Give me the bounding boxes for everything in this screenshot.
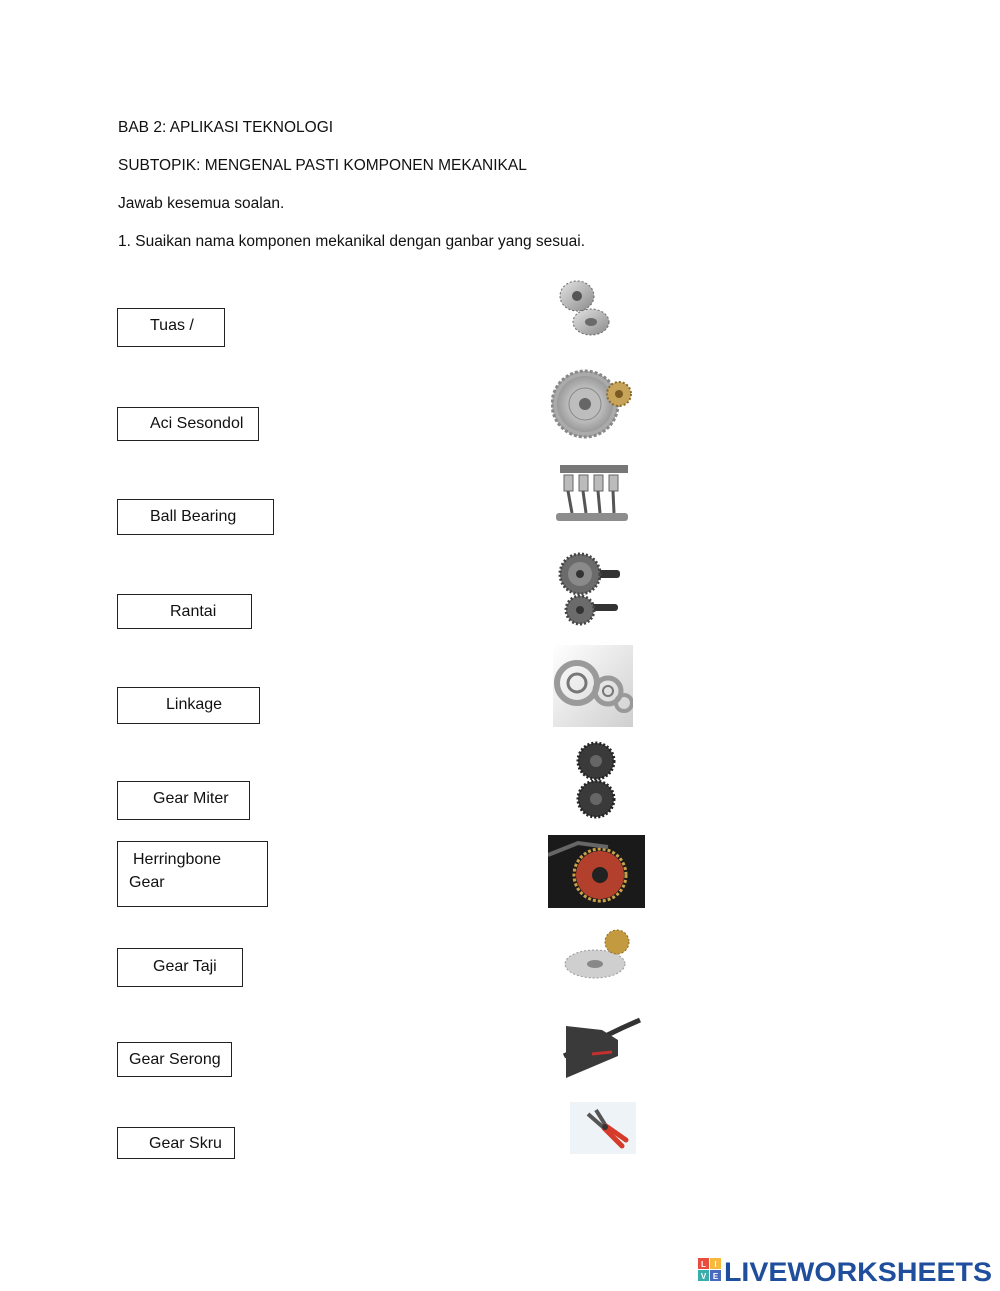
gear-hub [576,606,584,614]
term-label: Rantai [170,603,217,620]
term-box-linkage[interactable] [117,687,260,724]
term-box-gear-miter[interactable] [117,781,250,820]
term-label: Gear Taji [153,958,217,975]
term-label: Tuas / [150,317,194,334]
term-label-line2: Gear [129,874,165,891]
linkage-photo[interactable] [562,1016,642,1081]
piston [579,475,588,491]
term-box-gear-taji[interactable] [117,948,243,987]
herringbone-gear-photo[interactable] [572,741,620,821]
rod [583,491,586,513]
gear-hub [590,793,602,805]
rod [613,491,614,513]
chain-sprocket-photo[interactable] [548,835,645,908]
gear-hub [585,318,597,326]
ball-bearing-photo[interactable] [553,645,633,727]
logo-block-letter: V [700,1272,707,1281]
term-label-line1: Herringbone [133,851,222,868]
term-box-ball-bearing[interactable] [117,499,274,535]
term-label: Gear Skru [149,1135,222,1152]
pliers-photo[interactable] [570,1102,636,1154]
sprocket-hub [592,867,608,883]
camshaft-photo[interactable] [554,461,632,533]
question-text: 1. Suaikan nama komponen mekanikal dengan ganbar yang sesuai. [118,233,586,250]
helical-gear-photo[interactable] [558,552,622,628]
term-label: Gear Serong [129,1051,221,1068]
shaft [560,465,628,473]
rod [568,491,572,513]
gear-hub [572,291,582,301]
term-label: Gear Miter [153,790,229,807]
logo-graphic [698,1256,994,1286]
logo-block-letter: L [701,1260,706,1269]
bevel-gear-photo[interactable] [563,926,635,984]
piston [564,475,573,491]
small-gear [605,930,629,954]
gear-hub [579,398,591,410]
instruction-text: Jawab kesemua soalan. [118,195,285,212]
gear-hub [590,755,602,767]
term-box-tuas[interactable] [117,308,225,347]
term-label: Linkage [166,696,223,713]
piston [609,475,618,491]
piston [594,475,603,491]
liveworksheets-logo [698,1256,994,1286]
subtopic-title: SUBTOPIK: MENGENAL PASTI KOMPONEN MEKANIKAL [118,157,527,174]
link-accent [592,1052,612,1054]
term-box-gear-serong[interactable] [117,1042,232,1077]
term-box-gear-skru[interactable] [117,1127,235,1159]
crankshaft [556,513,628,521]
term-label: Ball Bearing [150,508,237,525]
small-gear-hub [615,390,623,398]
term-label: Aci Sesondol [150,415,244,432]
gear-hub [576,570,584,578]
logo-text: LIVEWORKSHEETS [724,1257,992,1286]
plier-pivot [602,1124,608,1130]
chapter-title: BAB 2: APLIKASI TEKNOLOGI [118,119,334,136]
spur-gear-photo[interactable] [551,368,633,440]
logo-block-letter: E [712,1272,719,1281]
miter-gear-photo[interactable] [553,278,615,340]
term-box-aci-sesondol[interactable] [117,407,259,441]
gear-hub [587,960,603,968]
logo-block-letter: I [714,1260,717,1269]
term-box-herringbone-gear[interactable] [117,841,268,907]
rod [598,491,600,513]
term-box-rantai[interactable] [117,594,252,629]
